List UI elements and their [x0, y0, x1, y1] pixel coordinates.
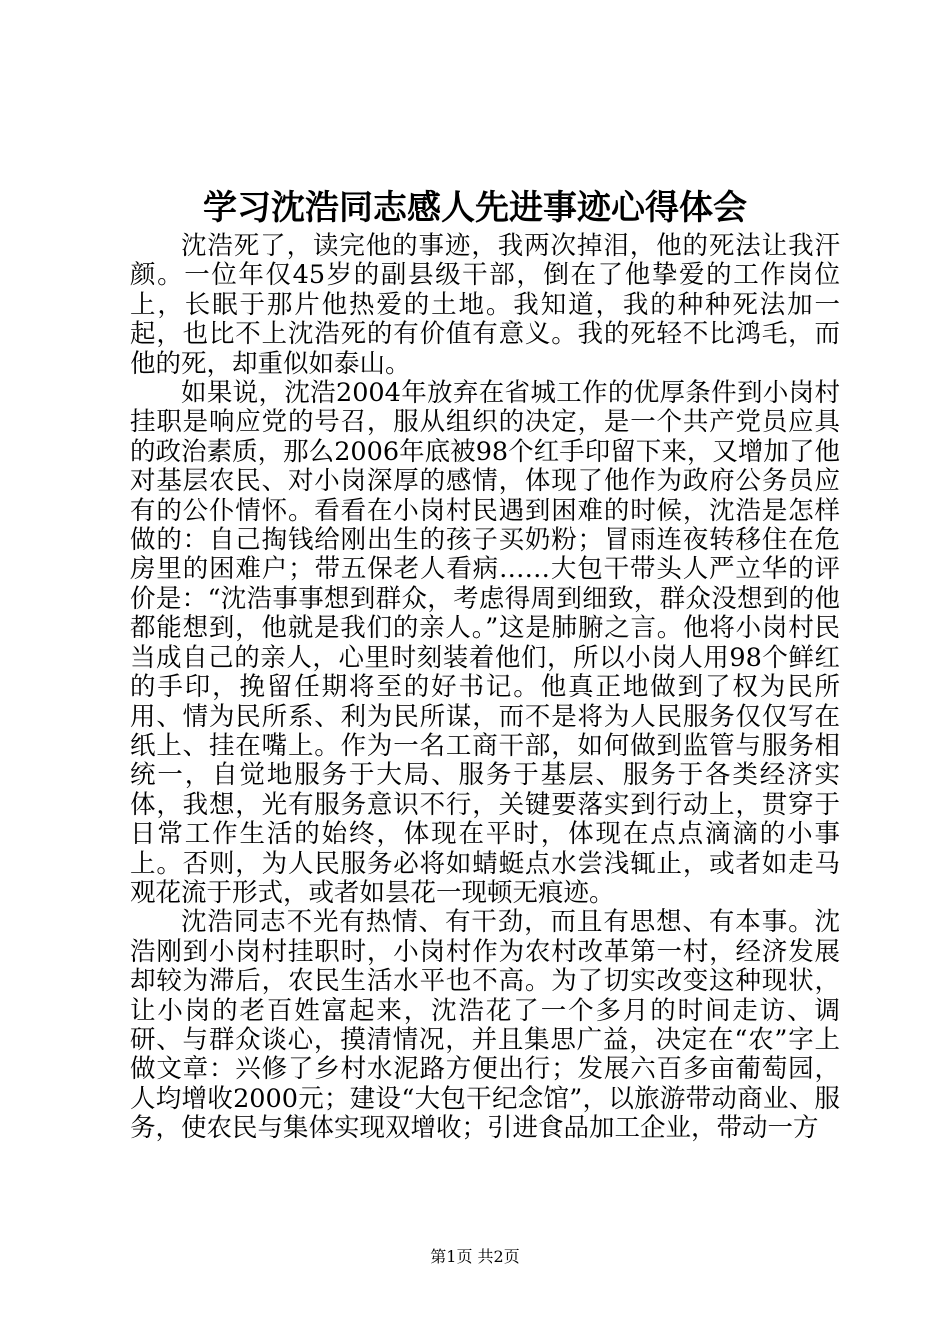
- paragraph-3: 沈浩同志不光有热情、有干劲，而且有思想、有本事。沈浩刚到小岗村挂职时，小岗村作为农村改革第一村，经济发展却较为滞后，农民生活水平也不高。为了切实改变这种现状，让小岗的老百姓富起来，沈浩花了一个多月的时间走访、调研、与群众谈心，摸清情况，并且集思广益，决定在“农”字上做文章：兴修了乡村水泥路方便出行；发展六百多亩葡萄园，人均增收2000元；建设“大包干纪念馆”，以旅游带动商业、服务，使农民与集体实现双增收；引进食品加工企业，带动一方: [130, 907, 840, 1144]
- paragraph-2: 如果说，沈浩2004年放弃在省城工作的优厚条件到小岗村挂职是响应党的号召，服从组织的决定，是一个共产党员应具的政治素质，那么2006年底被98个红手印留下来，又增加了他对基层农民、对小岗深厚的感情，体现了他作为政府公务员应有的公仆情怀。看看在小岗村民遇到困难的时候，沈浩是怎样做的：自己掏钱给刚出生的孩子买奶粉；冒雨连夜转移住在危房里的困难户；带五保老人看病……大包干带头人严立华的评价是：“沈浩事事想到群众，考虑得周到细致，群众没想到的他都能想到，他就是我们的亲人。”这是肺腑之言。他将小岗村民当成自己的亲人，心里时刻装着他们，所以小岗人用98个鲜红的手印，挽留任期将至的好书记。他真正地做到了权为民所用、情为民所系、利为民所谋，而不是将为人民服务仅仅写在纸上、挂在嘴上。作为一名工商干部，如何做到监管与服务相统一，自觉地服务于大局、服务于基层、服务于各类经济实体，我想，光有服务意识不行，关键要落实到行动上，贯穿于日常工作生活的始终，体现在平时，体现在点点滴滴的小事上。否则，为人民服务必将如蜻蜓点水尝浅辄止，或者如走马观花流于形式，或者如昙花一现顿无痕迹。: [130, 378, 840, 908]
- document-title: 学习沈浩同志感人先进事迹心得体会: [203, 188, 747, 228]
- paragraph-1: 沈浩死了，读完他的事迹，我两次掉泪，他的死法让我汗颜。一位年仅45岁的副县级干部，倒在了他挚爱的工作岗位上，长眠于那片他热爱的土地。我知道，我的种种死法加一起，也比不上沈浩死的有价值有意义。我的死轻不比鸿毛，而他的死，却重似如泰山。: [130, 231, 840, 379]
- page-number-footer: 第1页 共2页: [430, 1247, 520, 1266]
- document-body: [130, 232, 840, 1144]
